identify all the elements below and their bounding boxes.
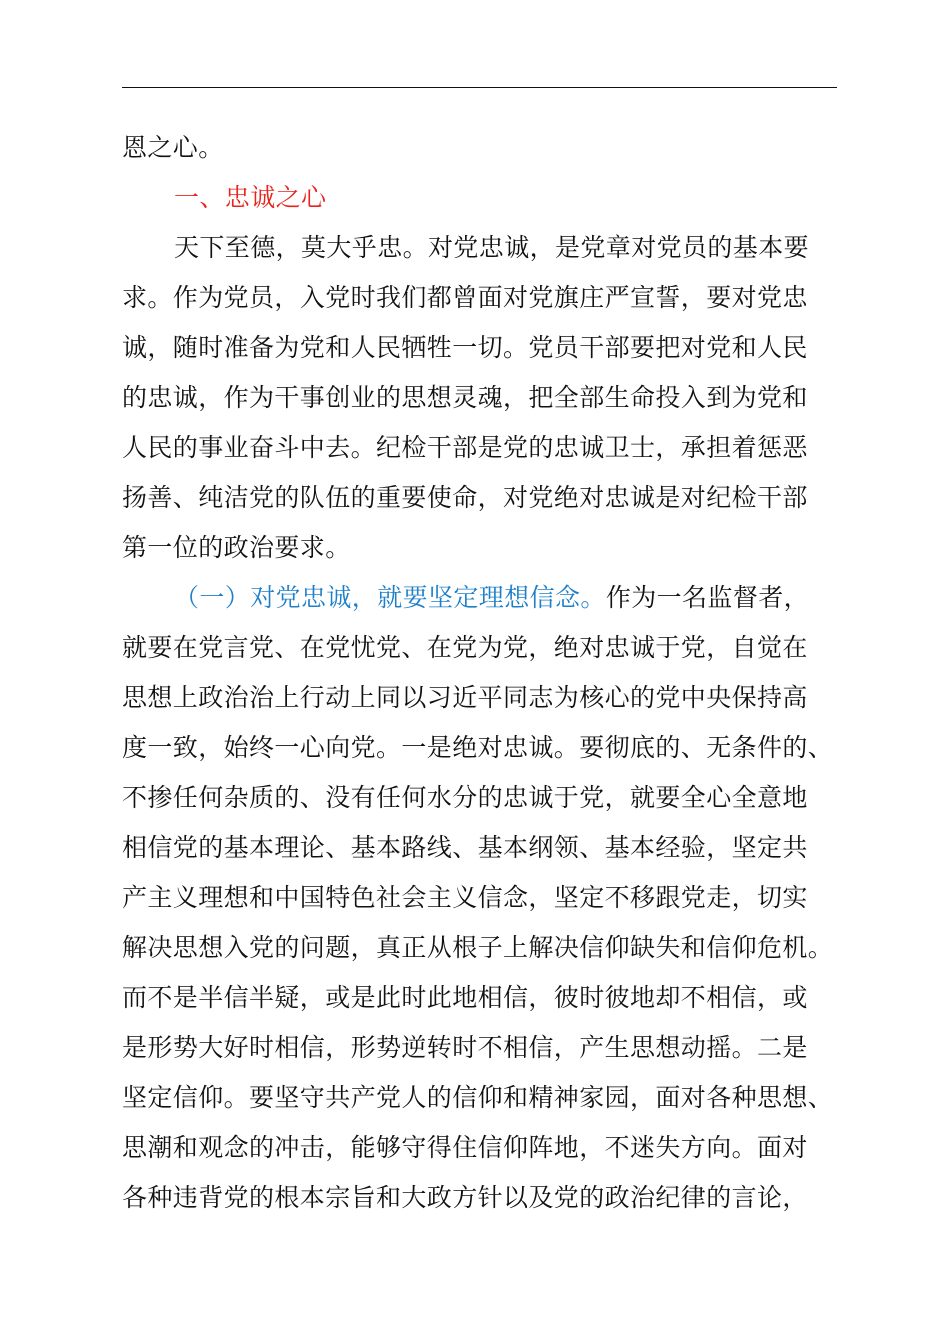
paragraph-line: 坚定信仰。要坚守共产党人的信仰和精神家园，面对各种思想、: [122, 1083, 834, 1112]
paragraph-line: 而不是半信半疑，或是此时此地相信，彼时彼地却不相信，或: [122, 983, 808, 1012]
paragraph-line: 各种违背党的根本宗旨和大政方针以及党的政治纪律的言论，: [122, 1183, 808, 1212]
paragraph-line: 就要在党言党、在党忧党、在党为党，绝对忠诚于党，自觉在: [122, 633, 808, 662]
paragraph-line: 是形势大好时相信，形势逆转时不相信，产生思想动摇。二是: [122, 1033, 808, 1062]
paragraph-line: 天下至德，莫大乎忠。对党忠诚，是党章对党员的基本要: [174, 233, 810, 262]
subheading-line: [122, 573, 838, 623]
paragraph-line: 度一致，始终一心向党。一是绝对忠诚。要彻底的、无条件的、: [122, 733, 834, 762]
header-rule: [122, 87, 837, 88]
paragraph-line: 人民的事业奋斗中去。纪检干部是党的忠诚卫士，承担着惩恶: [122, 433, 808, 462]
paragraph-line: 第一位的政治要求。: [122, 533, 351, 562]
paragraph-line: 的忠诚，作为干事创业的思想灵魂，把全部生命投入到为党和: [122, 383, 808, 412]
paragraph-line: 求。作为党员，入党时我们都曾面对党旗庄严宣誓，要对党忠: [122, 283, 808, 312]
paragraph-line: 思潮和观念的冲击，能够守得住信仰阵地，不迷失方向。面对: [122, 1133, 808, 1162]
paragraph-2: [122, 573, 838, 1223]
paragraph-line: 思想上政治治上行动上同以习近平同志为核心的党中央保持高: [122, 683, 808, 712]
paragraph-line: 相信党的基本理论、基本路线、基本纲领、基本经验，坚定共: [122, 833, 808, 862]
paragraph-1: [122, 223, 838, 573]
paragraph-line: 诚，随时准备为党和人民牺牲一切。党员干部要把对党和人民: [122, 333, 808, 362]
paragraph-line: 扬善、纯洁党的队伍的重要使命，对党绝对忠诚是对纪检干部: [122, 483, 808, 512]
paragraph-line: 解决思想入党的问题，真正从根子上解决信仰缺失和信仰危机。: [122, 933, 834, 962]
continuation-line: 恩之心。: [122, 133, 224, 162]
section-heading: 一、忠诚之心: [174, 183, 327, 212]
paragraph-line: 产主义理想和中国特色社会主义信念，坚定不移跟党走，切实: [122, 883, 808, 912]
document-body: [122, 123, 838, 1223]
subheading-continuation: 作为一名监督者，: [605, 583, 810, 612]
paragraph-line: 不掺任何杂质的、没有任何水分的忠诚于党，就要全心全意地: [122, 783, 808, 812]
subheading: （一）对党忠诚，就要坚定理想信念。: [174, 583, 606, 612]
